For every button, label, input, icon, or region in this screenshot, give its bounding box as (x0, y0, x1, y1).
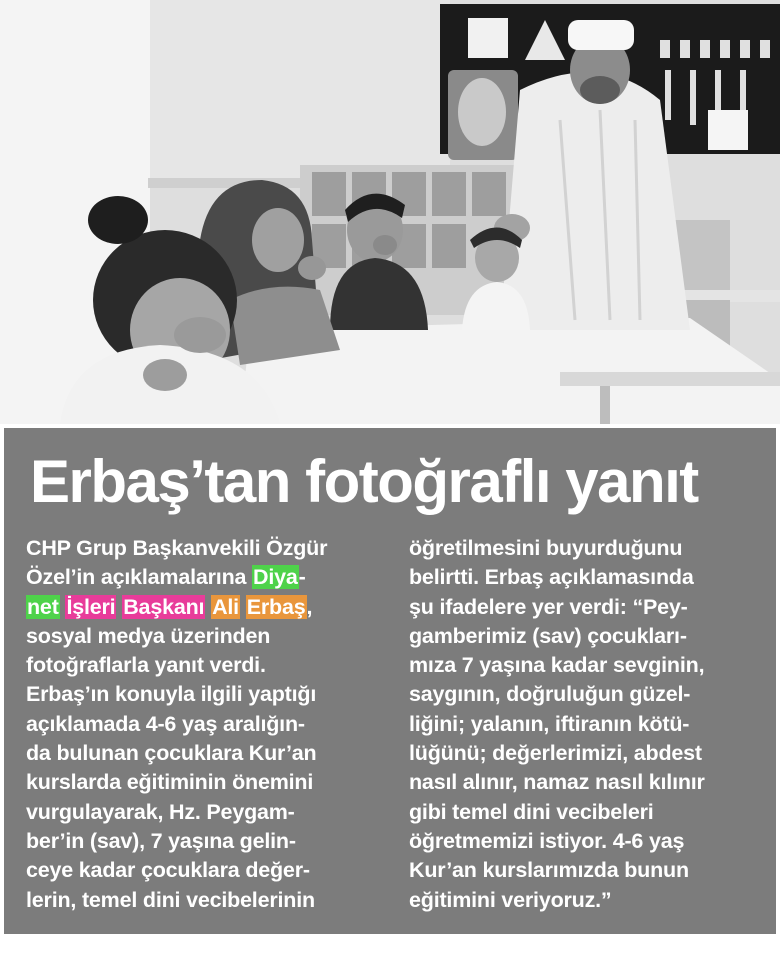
text-line: öğretmemizi istiyor. 4-6 yaş (409, 828, 685, 853)
text-line (26, 593, 382, 622)
text-fragment: - (298, 565, 306, 590)
text-line: vurgulayarak, Hz. Peygam- (26, 799, 295, 824)
highlight-green: Diya (253, 565, 298, 590)
text-line: lerin, temel dini vecibelerinin (26, 887, 315, 912)
text-line: kurslarda eğitiminin önemini (26, 770, 314, 795)
highlight-pink: Başkanı (123, 594, 205, 619)
text-line: öğretilmesini buyurduğunu (409, 536, 683, 560)
text-line: CHP Grup Başkanvekili Özgür (26, 536, 328, 560)
text-line: Erbaş’ın konuyla ilgili yaptığı (26, 682, 317, 707)
text-line: da bulunan çocuklara Kur’an (26, 741, 317, 766)
text-line: eğitimini veriyoruz.” (409, 887, 612, 912)
text-line: açıklamada 4-6 yaş aralığın- (26, 711, 305, 736)
article-right-column (409, 534, 769, 915)
highlight-orange: Ali (212, 594, 239, 619)
text-fragment: Özel’in açıklamalarına (26, 565, 253, 590)
article-headline: Erbaş’tan fotoğraflı yanıt (30, 448, 698, 515)
text-line: liğini; yalanın, iftiranın kötü- (409, 711, 690, 736)
classroom-photo-illustration (0, 0, 780, 424)
text-line: belirtti. Erbaş açıklamasında (409, 565, 694, 590)
text-line: şu ifadelere yer verdi: “Pey- (409, 594, 688, 619)
article-photo (0, 0, 780, 424)
highlight-green: net (27, 594, 59, 619)
highlight-pink: İşleri (66, 594, 116, 619)
highlight-orange: Erbaş (246, 594, 306, 619)
text-line: lüğünü; değerlerimizi, abdest (409, 741, 702, 766)
text-line: sosyal medya üzerinden (26, 623, 271, 648)
text-line: ber’in (sav), 7 yaşına gelin- (26, 828, 296, 853)
article-left-column (26, 534, 382, 915)
text-line: saygının, doğruluğun güzel- (409, 682, 691, 707)
text-fragment: , (306, 594, 313, 619)
text-line (26, 563, 382, 592)
text-line: Kur’an kurslarımızda bunun (409, 858, 689, 883)
text-line: gibi temel dini vecibeleri (409, 799, 654, 824)
article-panel (4, 428, 776, 934)
text-line: ceye kadar çocuklara değer- (26, 858, 310, 883)
text-line: nasıl alınır, namaz nasıl kılınır (409, 770, 705, 795)
text-line: gamberimiz (sav) çocukları- (409, 623, 687, 648)
text-line: mıza 7 yaşına kadar sevginin, (409, 653, 705, 678)
text-line: fotoğraflarla yanıt verdi. (26, 653, 266, 678)
